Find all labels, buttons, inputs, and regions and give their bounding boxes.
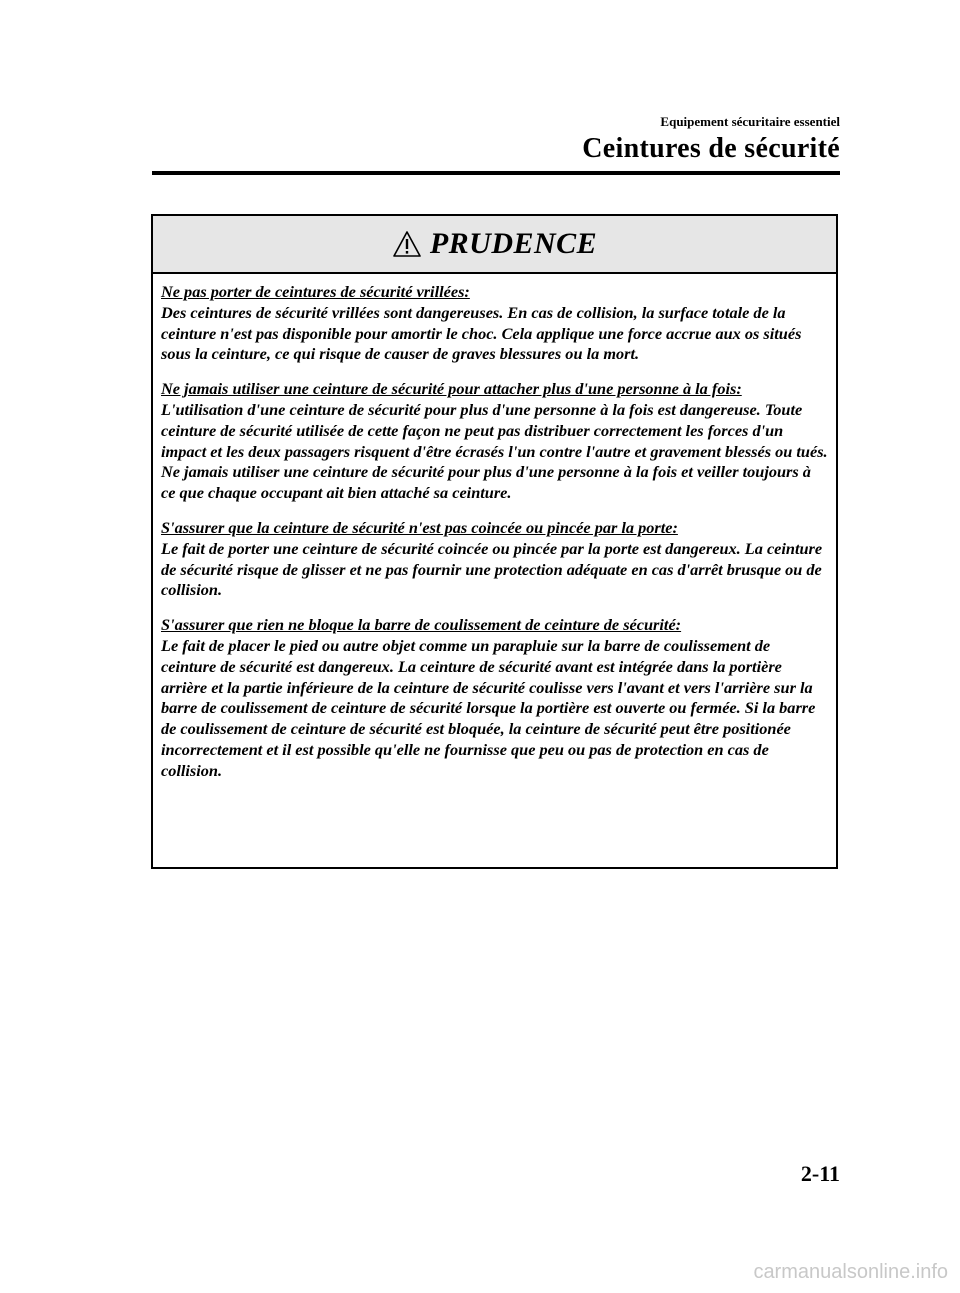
- caution-item-heading: S'assurer que rien ne bloque la barre de coulissement de ceinture de sécurité:: [161, 615, 682, 635]
- page-number: 2-11: [800, 1161, 840, 1186]
- caution-item: [161, 615, 828, 781]
- caution-box: [151, 214, 838, 869]
- caution-item-text: Le fait de placer le pied ou autre objet comme un parapluie sur la barre de coulissement de ceinture de sécurité est dangereux. La ceinture de sécurité avant est intégrée dans la portière arrière et la partie inférieure de la ceinture de sécurité coulisse vers l'avant et vers l'arrière sur la barre de coulissement de ceinture de sécurité lorsque la portière est ouverte ou fermée. Si la barre de coulissement de ceinture de sécurité est bloquée, la ceinture de sécurité peut être positionée incorrectement et il est possible qu'elle ne fournisse que peu ou pas de protection en cas de collision.: [161, 635, 816, 780]
- caution-body: [153, 274, 836, 782]
- caution-item-heading: Ne pas porter de ceintures de sécurité vrillées:: [161, 282, 470, 301]
- warning-triangle-icon: [392, 230, 422, 258]
- caution-item: [161, 282, 828, 365]
- caution-item-text: Le fait de porter une ceinture de sécurité coincée ou pincée par la porte est dangereux. La ceinture de sécurité risque de glisser et ne pas fournir une protection adéquate en cas d'arrêt brusque ou de collision.: [161, 538, 823, 600]
- caution-header: [153, 216, 836, 274]
- watermark: carmanualsonline.info: [753, 1261, 948, 1283]
- caution-item-text: L'utilisation d'une ceinture de sécurité pour plus d'une personne à la fois est dangereuse. Toute ceinture de sécurité utilisée de cette façon ne peut pas distribuer correctement les forces d'un impact et les deux passagers risquent d'être écrasés l'un contre l'autre et gravement blessés ou tués. Ne jamais utiliser une ceinture de sécurité pour plus d'une personne à la fois et veiller toujours à ce que chaque occupant ait bien attaché sa ceinture.: [161, 399, 828, 503]
- caution-title: PRUDENCE: [429, 227, 598, 260]
- page-title: Ceintures de sécurité: [582, 133, 840, 164]
- caution-item: [161, 379, 828, 504]
- header-divider: [152, 171, 840, 175]
- caution-item-text: Des ceintures de sécurité vrillées sont dangereuses. En cas de collision, la surface totale de la ceinture n'est pas disponible pour amortir le choc. Cela applique une force accrue aux os situés sous la ceinture, ce qui risque de causer de graves blessures ou la mort.: [161, 302, 802, 364]
- header-section-label: Equipement sécuritaire essentiel: [660, 114, 840, 129]
- caution-item-heading: Ne jamais utiliser une ceinture de sécurité pour attacher plus d'une personne à la fois:: [161, 379, 742, 399]
- caution-item-heading: S'assurer que la ceinture de sécurité n'est pas coincée ou pincée par la porte:: [161, 517, 678, 537]
- caution-item: [161, 518, 828, 601]
